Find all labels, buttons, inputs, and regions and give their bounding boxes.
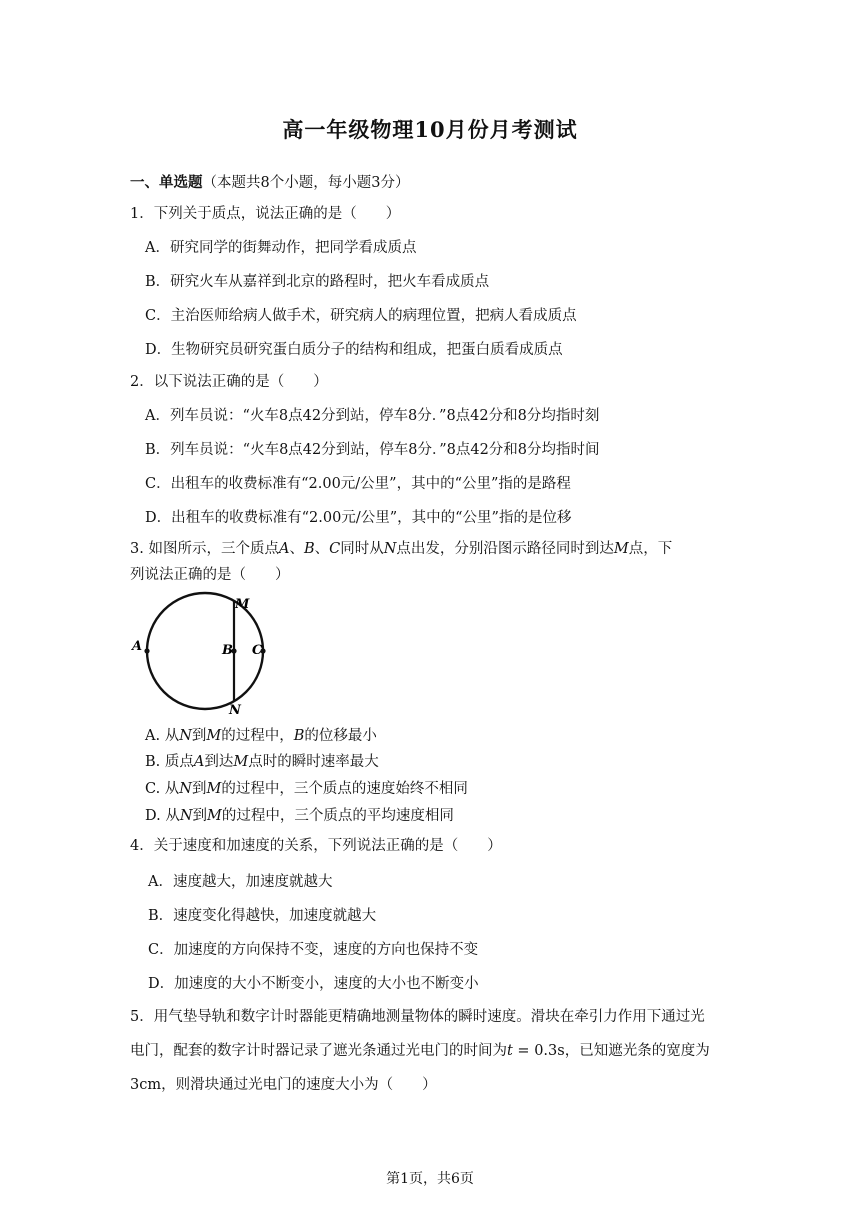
q4-option-d: D．加速度的大小不断变小，速度的大小也不断变小 — [148, 976, 479, 992]
q1-stem: 1．下列关于质点，说法正确的是（ ） — [130, 206, 401, 222]
var-m: M — [613, 541, 629, 557]
opt-text: 的过程中，三个质点的速度始终不相同 — [221, 781, 468, 797]
q3-stem — [130, 539, 672, 559]
opt-text: 点时的瞬时速率最大 — [248, 754, 379, 770]
q4-option-b: B．速度变化得越快，加速度就越大 — [148, 908, 377, 924]
q2-option-a: A．列车员说：“火车8点42分到站，停车8分．”8点42分和8分均指时刻 — [145, 408, 600, 424]
var-n: N — [179, 781, 192, 797]
section-note: （本题共8个小题，每小题3分） — [202, 175, 410, 191]
opt-text: 到 — [192, 808, 208, 824]
opt-text: 的过程中，三个质点的平均速度相同 — [221, 808, 454, 824]
q5-line2 — [130, 1041, 710, 1061]
q2-option-d: D．出租车的收费标准有“2.00元/公里”，其中的“公里”指的是位移 — [145, 510, 572, 526]
opt-text: 的位移最小 — [304, 728, 377, 744]
q3-stem-text: 3. 如图所示，三个质点 — [130, 541, 279, 557]
opt-text: 的过程中， — [221, 728, 294, 744]
label-a: A — [132, 639, 143, 654]
q3-stem-text: 点出发，分别沿图示路径同时到达 — [396, 541, 614, 557]
section-label: 一、单选题 — [130, 174, 203, 191]
page-footer: 第1页，共6页 — [386, 1171, 474, 1187]
var-m: M — [207, 808, 222, 824]
page-title: 高一年级物理10月份月考测试 — [282, 117, 578, 142]
q5-equation: = 0.3s — [512, 1043, 565, 1059]
q5-text: 电门，配套的数字计时器记录了遮光条通过光电门的时间为 — [130, 1043, 507, 1059]
q3-option-d — [145, 806, 454, 826]
section-heading — [130, 173, 409, 193]
q1-option-b: B．研究火车从嘉祥到北京的路程时，把火车看成质点 — [145, 274, 490, 290]
var-c: C — [329, 541, 341, 557]
opt-text: B. 质点 — [145, 754, 194, 770]
q3-figure — [128, 590, 268, 718]
q4-option-c: C．加速度的方向保持不变，速度的方向也保持不变 — [148, 942, 479, 958]
var-m: M — [206, 781, 222, 797]
q3-stem-text: 点，下 — [628, 541, 673, 557]
opt-text: 到 — [191, 728, 207, 744]
q3-sep: 、 — [289, 541, 304, 557]
q4-stem: 4．关于速度和加速度的关系，下列说法正确的是（ ） — [130, 838, 502, 854]
var-t: t — [507, 1043, 513, 1059]
q5-text: ，已知遮光条的宽度为 — [564, 1043, 710, 1059]
q3-option-a — [145, 726, 377, 746]
var-m: M — [233, 754, 249, 770]
q5-line3: 3cm，则滑块通过光电门的速度大小为（ ） — [130, 1077, 437, 1093]
opt-text: C. 从 — [145, 781, 180, 797]
q2-option-c: C．出租车的收费标准有“2.00元/公里”，其中的“公里”指的是路程 — [145, 476, 571, 492]
label-c: C — [252, 643, 263, 658]
var-b: B — [293, 728, 305, 744]
opt-text: 到 — [191, 781, 207, 797]
var-n: N — [179, 808, 193, 824]
var-b: B — [303, 541, 315, 557]
q3-stem-line2: 列说法正确的是（ ） — [130, 567, 290, 583]
q2-stem: 2．以下说法正确的是（ ） — [130, 374, 328, 390]
q3-option-b — [145, 752, 379, 772]
opt-text: A. 从 — [145, 728, 180, 744]
opt-text: 到达 — [204, 754, 234, 770]
var-n: N — [383, 541, 397, 557]
q3-option-c — [145, 779, 468, 799]
var-n: N — [179, 728, 192, 744]
label-b: B — [222, 643, 233, 658]
q2-option-b: B．列车员说：“火车8点42分到站，停车8分．”8点42分和8分均指时间 — [145, 442, 600, 458]
q3-sep: 、 — [314, 541, 330, 557]
var-a: A — [278, 541, 290, 557]
q1-option-d: D．生物研究员研究蛋白质分子的结构和组成，把蛋白质看成质点 — [145, 342, 563, 358]
label-m: M — [235, 597, 250, 612]
opt-text: D. 从 — [145, 808, 180, 824]
q1-option-a: A．研究同学的街舞动作，把同学看成质点 — [145, 240, 417, 256]
q5-line1: 5．用气垫导轨和数字计时器能更精确地测量物体的瞬时速度。滑块在牵引力作用下通过光 — [130, 1009, 705, 1025]
q3-stem-text: 同时从 — [340, 541, 384, 557]
label-n: N — [229, 703, 241, 718]
point-a — [144, 648, 149, 653]
q1-option-c: C．主治医师给病人做手术，研究病人的病理位置，把病人看成质点 — [145, 308, 577, 324]
q4-option-a: A．速度越大，加速度就越大 — [148, 874, 333, 890]
var-a: A — [193, 754, 205, 770]
var-m: M — [206, 728, 222, 744]
